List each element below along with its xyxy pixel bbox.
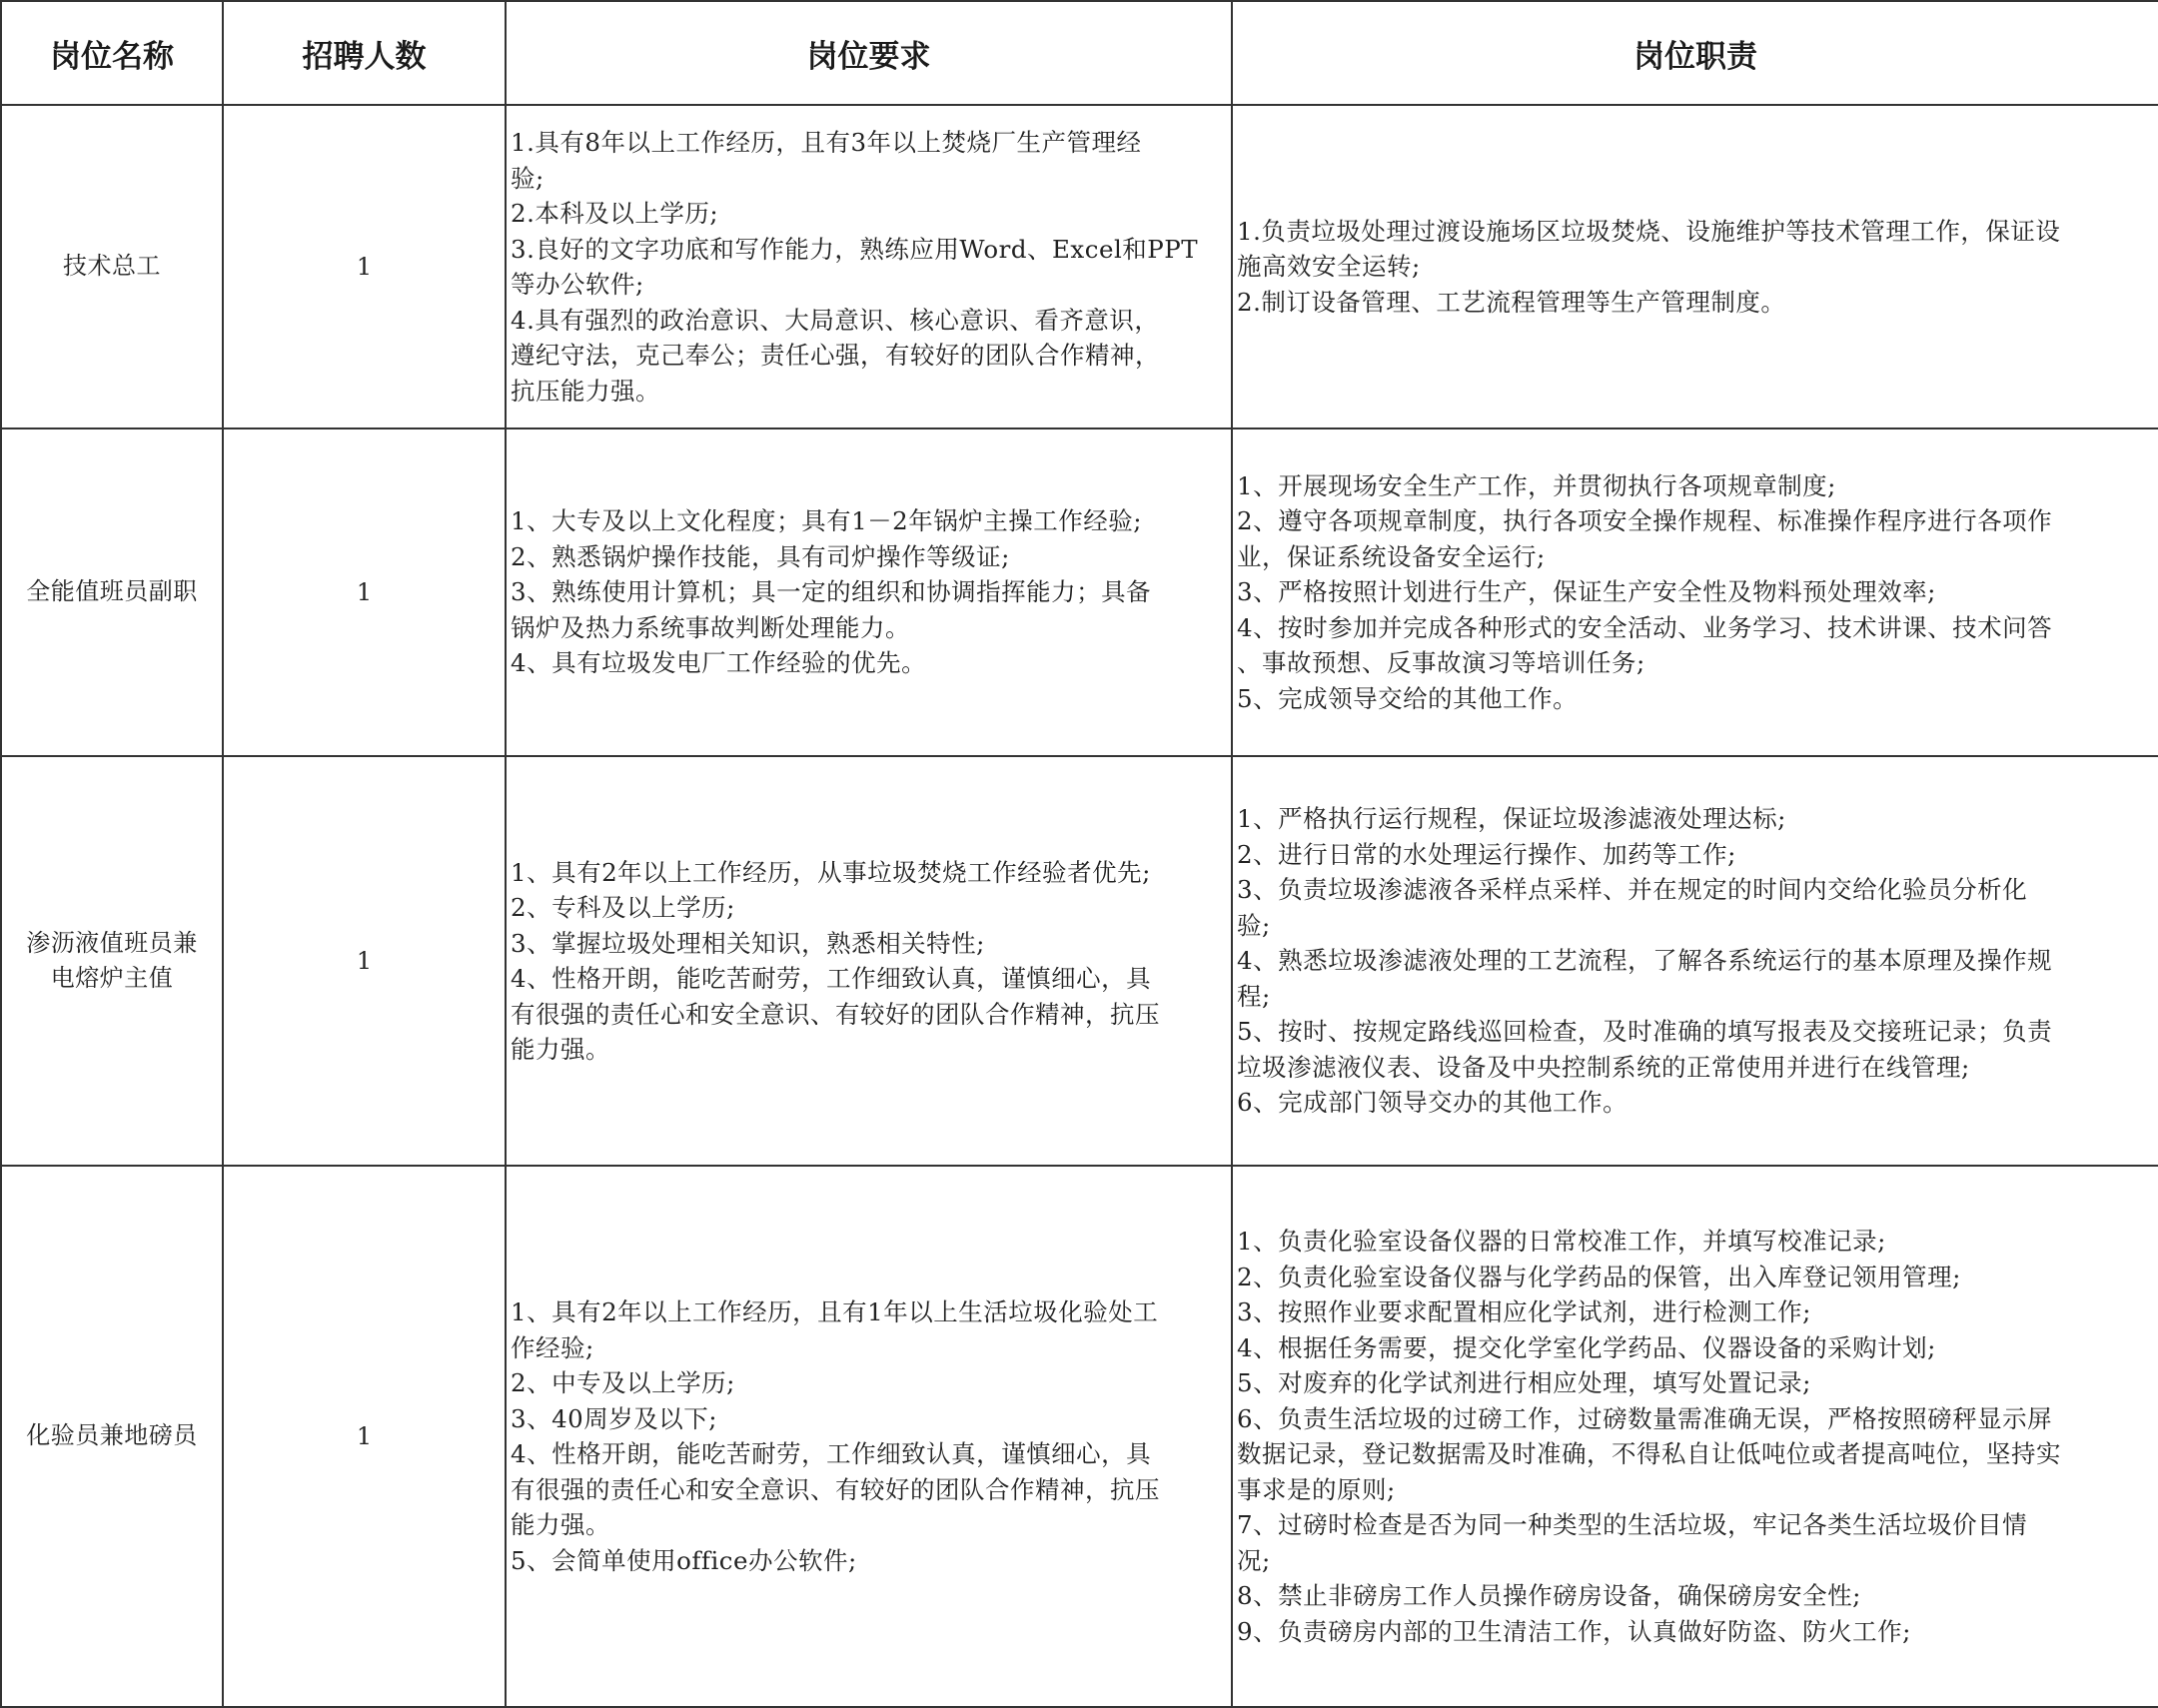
duties-cell (1232, 105, 2158, 428)
requirement-line: 作经验; (511, 1332, 594, 1362)
position-name-cell (1, 756, 223, 1166)
requirement-line: 抗压能力强。 (511, 376, 660, 406)
table-row (1, 756, 2158, 1166)
position-name: 电熔炉主值 (50, 964, 174, 992)
requirement-line: 4、性格开朗，能吃苦耐劳，工作细致认真，谨慎细心，具 (511, 964, 1152, 993)
duty-line: 施高效安全运转; (1237, 252, 1421, 282)
duty-line: 况; (1237, 1545, 1271, 1575)
duty-line: 业，保证系统设备安全运行; (1237, 541, 1546, 571)
duty-line: 2、进行日常的水处理运行操作、加药等工作; (1237, 839, 1736, 869)
position-name: 渗沥液值班员兼 (26, 928, 198, 957)
requirements-cell (506, 1166, 1232, 1707)
duty-line: 验; (1237, 910, 1271, 940)
duty-line: 4、按时参加并完成各种形式的安全活动、业务学习、技术讲课、技术问答 (1237, 612, 2053, 642)
duty-line: 4、熟悉垃圾渗滤液处理的工艺流程，了解各系统运行的基本原理及操作规 (1237, 946, 2053, 976)
header-duties: 岗位职责 (1232, 1, 2158, 105)
duty-line: 2.制订设备管理、工艺流程管理等生产管理制度。 (1237, 287, 1786, 317)
duty-line: 2、负责化验室设备仪器与化学药品的保管，出入库登记领用管理; (1237, 1262, 1961, 1291)
requirement-line: 2、中专及以上学历; (511, 1368, 735, 1397)
requirement-line: 1、具有2年以上工作经历，且有1年以上生活垃圾化验处工 (511, 1297, 1159, 1326)
duty-line: 1、负责化验室设备仪器的日常校准工作，并填写校准记录; (1237, 1227, 1886, 1256)
requirement-line: 2、熟悉锅炉操作技能，具有司炉操作等级证; (511, 541, 1010, 571)
position-name-cell (1, 105, 223, 428)
header-position-name: 岗位名称 (1, 1, 223, 105)
requirement-line: 4.具有强烈的政治意识、大局意识、核心意识、看齐意识， (511, 305, 1160, 335)
duty-line: 5、按时、按规定路线巡回检查，及时准确的填写报表及交接班记录；负责 (1237, 1017, 2053, 1047)
duty-line: 5、对废弃的化学试剂进行相应处理，填写处置记录; (1237, 1368, 1811, 1397)
headcount-cell: 1 (223, 105, 506, 428)
requirement-line: 3、掌握垃圾处理相关知识，熟悉相关特性; (511, 928, 985, 958)
requirements-cell (506, 756, 1232, 1166)
position-name: 化验员兼地磅员 (26, 1421, 198, 1450)
duties-cell (1232, 756, 2158, 1166)
requirement-line: 能力强。 (511, 1035, 610, 1064)
requirement-line: 1、具有2年以上工作经历，从事垃圾焚烧工作经验者优先; (511, 857, 1151, 887)
position-name: 技术总工 (63, 252, 161, 281)
headcount-cell: 1 (223, 756, 506, 1166)
duty-line: 7、过磅时检查是否为同一种类型的生活垃圾，牢记各类生活垃圾价目情 (1237, 1510, 2028, 1539)
requirement-line: 能力强。 (511, 1510, 610, 1539)
requirement-line: 4、性格开朗，能吃苦耐劳，工作细致认真，谨慎细心，具 (511, 1439, 1152, 1468)
duty-line: 6、完成部门领导交办的其他工作。 (1237, 1088, 1628, 1118)
requirement-line: 3.良好的文字功底和写作能力，熟练应用Word、Excel和PPT (511, 234, 1199, 264)
duty-line: 4、根据任务需要，提交化学室化学药品、仪器设备的采购计划; (1237, 1332, 1936, 1362)
header-headcount: 招聘人数 (223, 1, 506, 105)
requirement-line: 1.具有8年以上工作经历，且有3年以上焚烧厂生产管理经 (511, 128, 1142, 157)
requirement-line: 2.本科及以上学历; (511, 199, 719, 228)
requirements-cell (506, 428, 1232, 756)
duty-line: 程; (1237, 981, 1271, 1011)
requirement-line: 3、熟练使用计算机；具一定的组织和协调指挥能力；具备 (511, 577, 1152, 607)
requirement-line: 2、专科及以上学历; (511, 893, 735, 922)
requirements-cell (506, 105, 1232, 428)
requirement-line: 锅炉及热力系统事故判断处理能力。 (511, 612, 910, 642)
duty-line: 数据记录，登记数据需及时准确，不得私自让低吨位或者提高吨位，坚持实 (1237, 1439, 2061, 1468)
duties-cell (1232, 1166, 2158, 1707)
duty-line: 5、完成领导交给的其他工作。 (1237, 683, 1579, 713)
duty-line: 、事故预想、反事故演习等培训任务; (1237, 648, 1645, 678)
duty-line: 6、负责生活垃圾的过磅工作，过磅数量需准确无误，严格按照磅秤显示屏 (1237, 1403, 2053, 1433)
requirement-line: 3、40周岁及以下; (511, 1403, 718, 1433)
duty-line: 2、遵守各项规章制度，执行各项安全操作规程、标准操作程序进行各项作 (1237, 506, 2053, 536)
requirement-line: 遵纪守法，克己奉公；责任心强，有较好的团队合作精神， (511, 341, 1160, 370)
requirement-line: 4、具有垃圾发电厂工作经验的优先。 (511, 648, 927, 678)
table-row (1, 428, 2158, 756)
duty-line: 事求是的原则; (1237, 1474, 1396, 1504)
headcount-cell: 1 (223, 428, 506, 756)
requirement-line: 1、大专及以上文化程度；具有1－2年锅炉主操工作经验; (511, 506, 1143, 536)
duty-line: 3、严格按照计划进行生产，保证生产安全性及物料预处理效率; (1237, 577, 1936, 607)
position-name-cell (1, 428, 223, 756)
duty-line: 3、负责垃圾渗滤液各采样点采样、并在规定的时间内交给化验员分析化 (1237, 875, 2028, 905)
position-name-cell (1, 1166, 223, 1707)
duty-line: 1、开展现场安全生产工作，并贯彻执行各项规章制度; (1237, 470, 1836, 500)
requirement-line: 有很强的责任心和安全意识、有较好的团队合作精神，抗压 (511, 1474, 1160, 1504)
requirement-line: 5、会简单使用office办公软件; (511, 1545, 857, 1575)
header-requirements: 岗位要求 (506, 1, 1232, 105)
requirement-line: 有很强的责任心和安全意识、有较好的团队合作精神，抗压 (511, 999, 1160, 1029)
table-row (1, 1166, 2158, 1707)
table-row (1, 105, 2158, 428)
duty-line: 1、严格执行运行规程，保证垃圾渗滤液处理达标; (1237, 804, 1786, 834)
duty-line: 1.负责垃圾处理过渡设施场区垃圾焚烧、设施维护等技术管理工作，保证设 (1237, 216, 2061, 246)
duty-line: 垃圾渗滤液仪表、设备及中央控制系统的正常使用并进行在线管理; (1237, 1052, 1970, 1082)
duties-cell (1232, 428, 2158, 756)
duty-line: 8、禁止非磅房工作人员操作磅房设备，确保磅房安全性; (1237, 1581, 1861, 1610)
header-row (1, 1, 2158, 105)
requirement-line: 等办公软件; (511, 270, 644, 299)
headcount-cell: 1 (223, 1166, 506, 1707)
duty-line: 9、负责磅房内部的卫生清洁工作，认真做好防盗、防火工作; (1237, 1616, 1911, 1646)
requirement-line: 验; (511, 163, 544, 193)
position-name: 全能值班员副职 (26, 577, 198, 606)
duty-line: 3、按照作业要求配置相应化学试剂，进行检测工作; (1237, 1297, 1811, 1326)
